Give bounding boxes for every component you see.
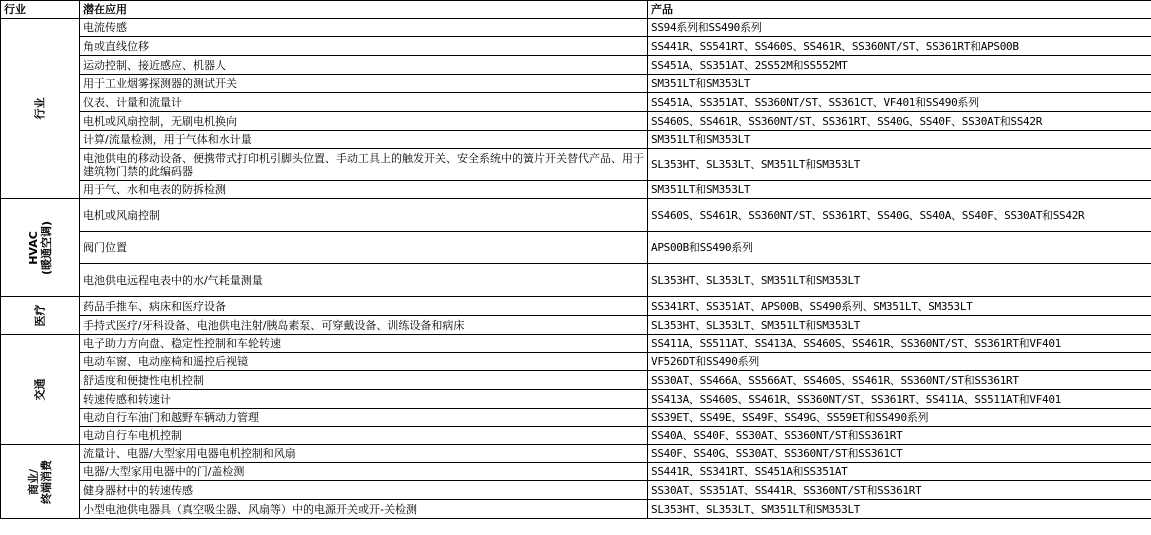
- industry-label-line: (暖通空调): [40, 220, 53, 275]
- table-row: [1, 19, 1151, 37]
- application-cell: 运动控制、接近感应、机器人: [80, 56, 648, 75]
- product-cell: SS30AT、SS466A、SS566AT、SS460S、SS461R、SS360NT/ST和SS361RT: [648, 371, 1151, 390]
- application-cell: 电池供电的移动设备、便携带式打印机引脚头位置、手动工具上的触发开关、安全系统中的簧片开关替代产品、用于建筑物门禁的此编码器: [80, 149, 648, 181]
- industry-label-line: HVAC: [27, 230, 40, 265]
- product-cell: SL353HT、SL353LT、SM351LT和SM353LT: [648, 149, 1151, 181]
- product-cell: SL353HT、SL353LT、SM351LT和SM353LT: [648, 500, 1151, 519]
- product-cell: SS94系列和SS490系列: [648, 19, 1151, 37]
- product-cell: SS460S、SS461R、SS360NT/ST、SS361RT、SS40G、SS40A、SS40F、SS30AT和SS42R: [648, 199, 1151, 232]
- table-row: [1, 56, 1151, 75]
- table-row: [1, 297, 1151, 316]
- application-cell: 手持式医疗/牙科设备、电池供电注射/胰岛素泵、可穿戴设备、训练设备和病床: [80, 316, 648, 335]
- application-cell: 电机或风扇控制: [80, 199, 648, 232]
- product-cell: SS411A、SS511AT、SS413A、SS460S、SS461R、SS360NT/ST、SS361RT和VF401: [648, 335, 1151, 353]
- industry-cell: [1, 199, 80, 297]
- table-row: [1, 353, 1151, 371]
- table-row: [1, 463, 1151, 481]
- industry-label-line: 行业: [33, 97, 47, 120]
- application-cell: 电机或风扇控制，无刷电机换向: [80, 112, 648, 131]
- header-industry: 行业: [1, 1, 80, 19]
- application-cell: 仪表、计量和流量计: [80, 93, 648, 112]
- product-cell: SS441R、SS541RT、SS460S、SS461R、SS360NT/ST、SS361RT和APS00B: [648, 37, 1151, 56]
- product-cell: APS00B和SS490系列: [648, 232, 1151, 264]
- table-row: [1, 131, 1151, 149]
- application-cell: 舒适度和便捷性电机控制: [80, 371, 648, 390]
- industry-label-line: 商业/: [27, 468, 40, 495]
- table-row: [1, 93, 1151, 112]
- application-cell: 电动自行车电机控制: [80, 427, 648, 445]
- table-row: [1, 445, 1151, 463]
- product-cell: SS413A、SS460S、SS461R、SS360NT/ST、SS361RT、SS411A、SS511AT和VF401: [648, 390, 1151, 409]
- application-cell: 转速传感和转速计: [80, 390, 648, 409]
- table-row: [1, 427, 1151, 445]
- table-row: [1, 371, 1151, 390]
- table-row: [1, 232, 1151, 264]
- header-row: [1, 1, 1151, 19]
- industry-cell: [1, 335, 80, 445]
- industry-cell: [1, 19, 80, 199]
- application-cell: 阀门位置: [80, 232, 648, 264]
- table-row: [1, 335, 1151, 353]
- table-row: [1, 500, 1151, 519]
- product-cell: SS460S、SS461R、SS360NT/ST、SS361RT、SS40G、SS40F、SS30AT和SS42R: [648, 112, 1151, 131]
- product-cell: VF526DT和SS490系列: [648, 353, 1151, 371]
- industry-label-line: 交通: [33, 378, 47, 401]
- industry-label: [27, 460, 53, 504]
- application-cell: 电池供电远程电表中的水/气耗量测量: [80, 264, 648, 297]
- industry-label: [34, 379, 47, 401]
- table-row: [1, 75, 1151, 93]
- application-cell: 角或直线位移: [80, 37, 648, 56]
- product-cell: SS30AT、SS351AT、SS441R、SS360NT/ST和SS361RT: [648, 481, 1151, 500]
- product-cell: SS451A、SS351AT、2SS52M和SS552MT: [648, 56, 1151, 75]
- table-row: [1, 409, 1151, 427]
- industry-cell: [1, 297, 80, 335]
- table-row: [1, 316, 1151, 335]
- product-cell: SS40F、SS40G、SS30AT、SS360NT/ST和SS361CT: [648, 445, 1151, 463]
- table-row: [1, 37, 1151, 56]
- product-cell: SS441R、SS341RT、SS451A和SS351AT: [648, 463, 1151, 481]
- application-cell: 电动自行车油门和越野车辆动力管理: [80, 409, 648, 427]
- application-cell: 计算/流量检测，用于气体和水计量: [80, 131, 648, 149]
- application-cell: 电子助力方向盘、稳定性控制和车轮转速: [80, 335, 648, 353]
- table-row: [1, 199, 1151, 232]
- product-cell: SS341RT、SS351AT、APS00B、SS490系列、SM351LT、SM353LT: [648, 297, 1151, 316]
- application-cell: 用于气、水和电表的防拆检测: [80, 181, 648, 199]
- product-cell: SL353HT、SL353LT、SM351LT和SM353LT: [648, 316, 1151, 335]
- application-cell: 药品手推车、病床和医疗设备: [80, 297, 648, 316]
- product-cell: SM351LT和SM353LT: [648, 131, 1151, 149]
- industry-label: [34, 98, 47, 120]
- table-row: [1, 390, 1151, 409]
- application-cell: 电器/大型家用电器中的门/盖检测: [80, 463, 648, 481]
- industry-label-line: 终端消费: [40, 459, 53, 504]
- product-cell: SM351LT和SM353LT: [648, 75, 1151, 93]
- application-cell: 流量计、电器/大型家用电器电机控制和风扇: [80, 445, 648, 463]
- table-row: [1, 264, 1151, 297]
- product-cell: SM351LT和SM353LT: [648, 181, 1151, 199]
- application-cell: 电流传感: [80, 19, 648, 37]
- product-cell: SS40A、SS40F、SS30AT、SS360NT/ST和SS361RT: [648, 427, 1151, 445]
- application-cell: 用于工业烟雾探测器的测试开关: [80, 75, 648, 93]
- table-row: [1, 181, 1151, 199]
- table-row: [1, 481, 1151, 500]
- header-application: 潜在应用: [80, 1, 648, 19]
- industry-label: [27, 220, 53, 274]
- table-row: [1, 112, 1151, 131]
- header-product: 产品: [648, 1, 1151, 19]
- industry-label: [34, 305, 47, 327]
- product-cell: SL353HT、SL353LT、SM351LT和SM353LT: [648, 264, 1151, 297]
- table-row: [1, 149, 1151, 181]
- product-cell: SS39ET、SS49E、SS49F、SS49G、SS59ET和SS490系列: [648, 409, 1151, 427]
- application-cell: 健身器材中的转速传感: [80, 481, 648, 500]
- product-cell: SS451A、SS351AT、SS360NT/ST、SS361CT、VF401和SS490系列: [648, 93, 1151, 112]
- industry-cell: [1, 445, 80, 519]
- application-cell: 电动车窗、电动座椅和遥控后视镜: [80, 353, 648, 371]
- application-cell: 小型电池供电器具（真空吸尘器、风扇等）中的电源开关或开-关检测: [80, 500, 648, 519]
- industry-label-line: 医疗: [33, 304, 47, 327]
- table-body: [1, 19, 1151, 519]
